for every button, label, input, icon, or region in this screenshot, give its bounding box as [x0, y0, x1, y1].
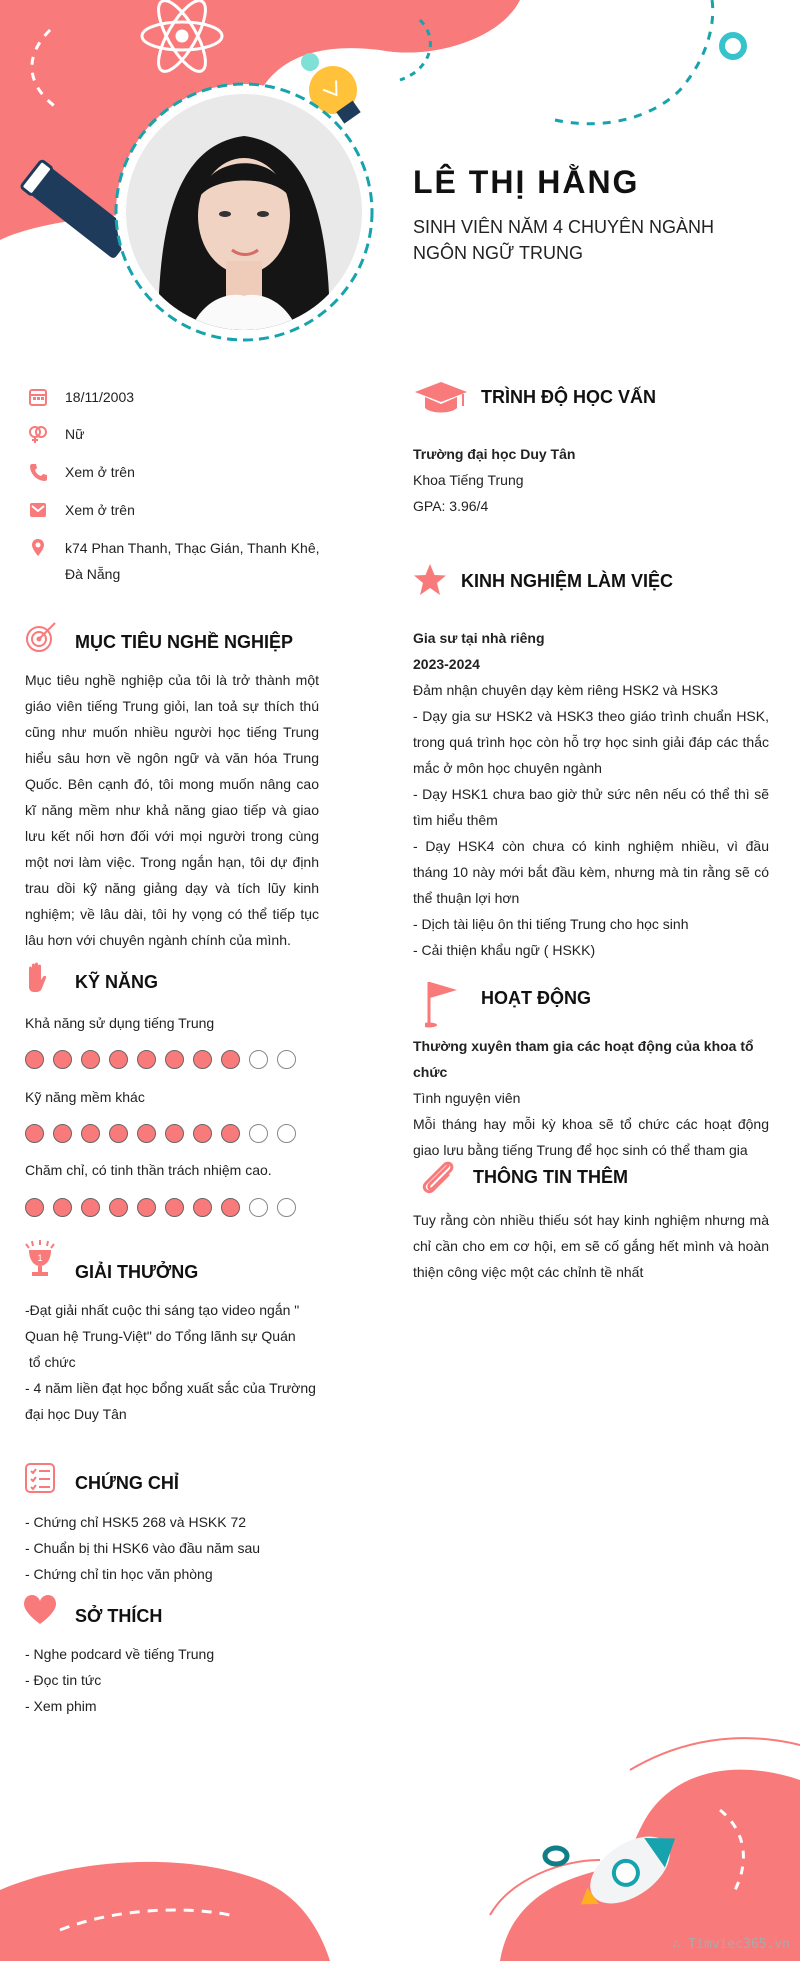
- award-line: -Đạt giải nhất cuộc thi sáng tạo video ngắn ": [25, 1302, 300, 1318]
- dashed-curve-teal: [555, 0, 713, 124]
- rating-dot-filled: [193, 1124, 212, 1143]
- info-birthdate: [28, 384, 328, 410]
- extra-text: Tuy rằng còn nhiều thiếu sót hay kinh nghiệm nhưng mà chỉ cần cho em cơ hội, em sẽ cố gắng hết mình và hoàn thiện công việc một các chỉnh tề nhất: [413, 1212, 769, 1280]
- location-pin-icon: [28, 538, 48, 558]
- rating-dot-filled: [165, 1198, 184, 1217]
- skill-label: Kỹ năng mềm khác: [25, 1089, 145, 1105]
- svg-text:1: 1: [37, 1253, 43, 1263]
- info-address: [28, 535, 328, 587]
- activities-title: HOẠT ĐỘNG: [481, 988, 591, 1008]
- thin-curve: [630, 1738, 800, 1770]
- gender-icon: [28, 424, 48, 444]
- education-title: TRÌNH ĐỘ HỌC VẤN: [481, 387, 656, 407]
- hand-icon: [24, 962, 50, 994]
- heart-icon: [22, 1594, 58, 1626]
- awards-text: [25, 1297, 325, 1427]
- checklist-icon: [24, 1462, 56, 1494]
- rating-dot-filled: [165, 1050, 184, 1069]
- career-goal-title: MỤC TIÊU NGHỀ NGHIỆP: [75, 632, 294, 652]
- award-line: tổ chức: [25, 1354, 76, 1370]
- rating-dot-filled: [53, 1198, 72, 1217]
- rating-dot-filled: [53, 1050, 72, 1069]
- calendar-icon: [28, 387, 48, 407]
- rating-dot-filled: [25, 1050, 44, 1069]
- rating-dot-filled: [109, 1198, 128, 1217]
- rating-dot-filled: [81, 1050, 100, 1069]
- education-details: [413, 441, 773, 519]
- candidate-subtitle: SINH VIÊN NĂM 4 CHUYÊN NGÀNH NGÔN NGỮ TRUNG: [413, 217, 715, 263]
- experience-bullet: - Dạy HSK4 còn chưa có kinh nghiệm nhiều, vì đầu tháng 10 này mới bắt đầu kèm, nhưng mà tin rằng sẽ có thể thuận lợi hơn: [413, 838, 769, 906]
- rating-dot-filled: [137, 1050, 156, 1069]
- rating-dot-empty: [249, 1124, 268, 1143]
- phone-text: Xem ở trên: [65, 464, 135, 480]
- rating-dot-filled: [109, 1124, 128, 1143]
- rating-dot-empty: [277, 1124, 296, 1143]
- rating-dot-filled: [221, 1124, 240, 1143]
- skill-label: Chăm chỉ, có tinh thần trách nhiệm cao.: [25, 1162, 272, 1178]
- experience-bullet: - Dạy gia sư HSK2 và HSK3 theo giáo trình chuẩn HSK, trong quá trình học còn hỗ trợ học sinh giải đáp các thắc mắc ở môn học chuyên ngành: [413, 708, 769, 776]
- certificates-title: CHỨNG CHỈ: [75, 1473, 179, 1493]
- hobby-item: - Nghe podcard về tiếng Trung: [25, 1646, 215, 1662]
- watermark: ∴ Timviec365.vn: [672, 1937, 790, 1952]
- skill-rating: [25, 1050, 296, 1069]
- hobby-item: - Xem phim: [25, 1698, 97, 1714]
- experience-period: 2023-2024: [413, 656, 480, 672]
- rating-dot-filled: [221, 1198, 240, 1217]
- hobbies-list: [25, 1641, 214, 1719]
- rating-dot-filled: [221, 1050, 240, 1069]
- skill-rating: [25, 1198, 296, 1217]
- rating-dot-filled: [165, 1124, 184, 1143]
- activities-text: Mỗi tháng hay mỗi kỳ khoa sẽ tổ chức các hoạt động giao lưu bằng tiếng Trung để học sinh có thể tham gia: [413, 1116, 769, 1158]
- bottom-left-blob: [0, 1862, 330, 1961]
- career-goal-text: Mục tiêu nghề nghiệp của tôi là trở thành một giáo viên tiếng Trung giỏi, lan toả sự thích thú cũng như muốn nhiều người học tiếng Trung hiểu sâu hơn về ngôn ngữ và văn hóa Trung Quốc. Bên cạnh đó, tôi mong muốn nâng cao kĩ năng mềm như khả năng giao tiếp và giao lưu kết nối hơn đối với mọi người trong cùng một nơi làm việc. Trong ngắn hạn, tôi dự định trau dồi kỹ năng giảng dạy và tích lũy kinh nghiệm; về lâu dài, tôi hy vọng có thể tiếp tục lâu hơn với chuyên ngành chính của mình.: [25, 672, 319, 948]
- bulb-dot: [301, 53, 319, 71]
- rating-dot-empty: [249, 1198, 268, 1217]
- rating-dot-filled: [25, 1198, 44, 1217]
- info-phone: [28, 459, 328, 485]
- certificate-item: - Chuẩn bị thi HSK6 vào đầu năm sau: [25, 1540, 261, 1556]
- rating-dot-filled: [53, 1124, 72, 1143]
- experience-details: [413, 625, 769, 963]
- phone-icon: [28, 462, 48, 482]
- rating-dot-filled: [109, 1050, 128, 1069]
- award-line: - 4 năm liền đạt học bổng xuất sắc của Trường: [25, 1380, 316, 1396]
- skill-label: Khả năng sử dụng tiếng Trung: [25, 1015, 215, 1031]
- graduation-cap-icon: [413, 380, 469, 416]
- skill-rating: [25, 1124, 296, 1143]
- rating-dot-filled: [193, 1050, 212, 1069]
- email-text: Xem ở trên: [65, 502, 135, 518]
- experience-role: Gia sư tại nhà riêng: [413, 630, 545, 646]
- education-gpa: GPA: 3.96/4: [413, 498, 489, 514]
- star-icon: [413, 563, 447, 597]
- education-faculty: Khoa Tiếng Trung: [413, 472, 524, 488]
- experience-bullet: - Dạy HSK1 chưa bao giờ thử sức nên nếu có thể thì sẽ tìm hiểu thêm: [413, 786, 769, 828]
- rating-dot-filled: [137, 1124, 156, 1143]
- rating-dot-filled: [81, 1198, 100, 1217]
- address-line-2: Đà Nẵng: [65, 566, 121, 582]
- email-icon: [28, 500, 48, 520]
- rocket-ring: [545, 1848, 567, 1864]
- trophy-icon: [24, 1240, 56, 1278]
- awards-title: GIẢI THƯỞNG: [75, 1262, 199, 1282]
- award-line: đại học Duy Tân: [25, 1406, 127, 1422]
- rating-dot-filled: [81, 1124, 100, 1143]
- rating-dot-filled: [193, 1198, 212, 1217]
- avatar: [118, 86, 370, 338]
- activities-headline: Thường xuyên tham gia các hoạt động của khoa tổ chức: [413, 1038, 754, 1080]
- info-gender: [28, 421, 328, 447]
- paperclip-icon: [418, 1158, 458, 1198]
- info-email: [28, 497, 328, 523]
- hobbies-title: SỞ THÍCH: [75, 1606, 163, 1626]
- certificates-list: [25, 1509, 260, 1587]
- skills-title: KỸ NĂNG: [75, 972, 159, 992]
- experience-bullet: - Dịch tài liệu ôn thi tiếng Trung cho học sinh: [413, 916, 689, 932]
- experience-summary: Đảm nhận chuyên dạy kèm riêng HSK2 và HSK3: [413, 682, 719, 698]
- certificate-item: - Chứng chỉ tin học văn phòng: [25, 1566, 213, 1582]
- award-line: Quan hệ Trung-Việt" do Tổng lãnh sự Quán: [25, 1328, 296, 1344]
- gender-text: Nữ: [65, 426, 85, 442]
- address-line-1: k74 Phan Thanh, Thạc Gián, Thanh Khê,: [65, 540, 320, 556]
- activities-sub: Tình nguyện viên: [413, 1090, 521, 1106]
- candidate-name: LÊ THỊ HẰNG: [413, 164, 640, 200]
- rating-dot-filled: [137, 1198, 156, 1217]
- target-icon: [24, 620, 58, 654]
- certificate-item: - Chứng chỉ HSK5 268 và HSKK 72: [25, 1514, 247, 1530]
- education-school: Trường đại học Duy Tân: [413, 446, 576, 462]
- rating-dot-filled: [25, 1124, 44, 1143]
- rating-dot-empty: [249, 1050, 268, 1069]
- flag-icon: [425, 978, 459, 1028]
- hobby-item: - Đọc tin tức: [25, 1672, 102, 1688]
- experience-bullet: - Cải thiện khẩu ngữ ( HSKK): [413, 942, 596, 958]
- activities-details: [413, 1033, 769, 1163]
- experience-title: KINH NGHIỆM LÀM VIỆC: [461, 571, 674, 591]
- rating-dot-empty: [277, 1198, 296, 1217]
- rating-dot-empty: [277, 1050, 296, 1069]
- birthdate-text: 18/11/2003: [65, 389, 135, 405]
- ring-icon: [722, 35, 744, 57]
- extra-title: THÔNG TIN THÊM: [473, 1167, 628, 1187]
